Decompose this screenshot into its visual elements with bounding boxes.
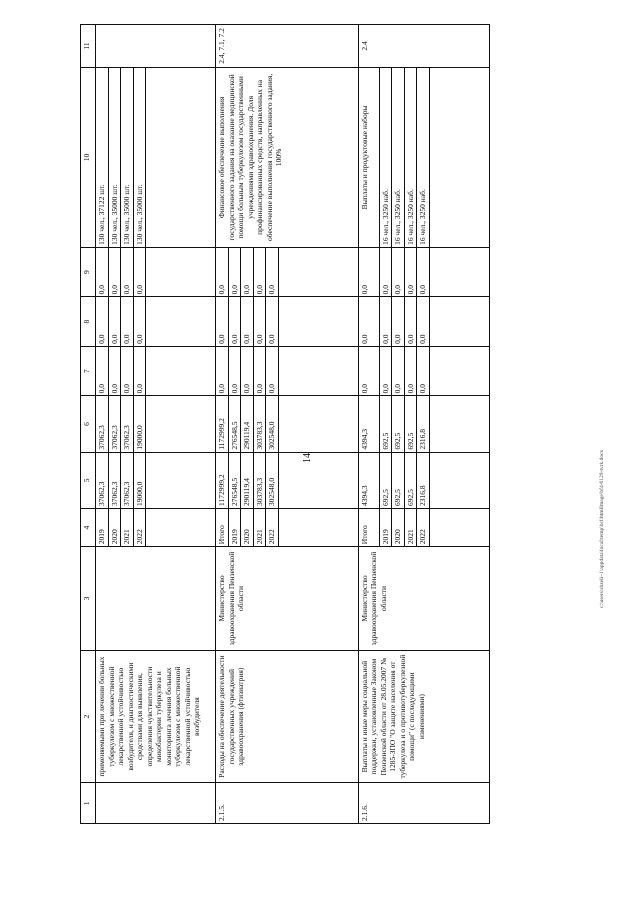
year-cell: 2021 (253, 508, 266, 546)
col-header: 10 (81, 67, 96, 247)
value-cell: 37062,3 (108, 396, 121, 452)
value-cell: 0,0 (241, 247, 254, 297)
empty-cell (146, 508, 216, 546)
value-cell: 290119,4 (241, 452, 254, 508)
value-cell: 0,0 (228, 247, 241, 297)
value-cell: 4394,3 (358, 452, 379, 508)
page-number: 14 (302, 453, 313, 463)
table-row (216, 25, 229, 824)
item-executor: Министерство здравоохранения Пензенской области (216, 547, 359, 651)
value-cell: 0,0 (253, 297, 266, 347)
value-cell: 0,0 (121, 247, 134, 297)
value-cell: 0,0 (96, 247, 109, 297)
col-header: 2 (81, 650, 96, 783)
indicator-cell: 16 чел., 3250 наб. (379, 67, 392, 247)
empty-cell (278, 396, 358, 452)
col-header: 9 (81, 247, 96, 297)
item-executor (96, 547, 216, 651)
empty-cell (146, 297, 216, 347)
value-cell: 692,5 (404, 396, 417, 452)
footer-file-path: c:\users\sbzeli~1\appdata\local\temp\bcl\htmlImage\bf4-6129-tvrk.docx (599, 449, 605, 608)
value-cell: 0,0 (266, 346, 279, 396)
value-cell: 302548,0 (266, 396, 279, 452)
table-wrapper (80, 24, 620, 824)
item-name: применяемыми при лечении больных туберкулезом с множественной лекарственной устойчивостью возбудителя, и диагностическими средствами для выявления, определения чувствительности микобактерии туберкулеза и мониторинга лечения больных туберкулезом с множественной лекарственной устойчивостью возбудителя (96, 650, 216, 783)
item-number: 2.1.6. (358, 783, 489, 824)
empty-cell (278, 346, 358, 396)
value-cell: 0,0 (392, 247, 405, 297)
empty-cell (146, 67, 216, 247)
value-cell: 0,0 (108, 247, 121, 297)
value-cell: 692,5 (392, 452, 405, 508)
value-cell: 0,0 (121, 297, 134, 347)
year-cell: 2019 (96, 508, 109, 546)
column-number-row (81, 25, 96, 824)
value-cell: 0,0 (417, 297, 430, 347)
value-cell: 37062,3 (108, 452, 121, 508)
value-cell: 303783,3 (253, 452, 266, 508)
empty-cell (146, 452, 216, 508)
empty-cell (278, 247, 358, 297)
value-cell: 0,0 (108, 346, 121, 396)
year-cell: 2021 (404, 508, 417, 546)
value-cell: 19000,0 (133, 396, 146, 452)
value-cell: 0,0 (228, 346, 241, 396)
item-number: 2.1.5. (216, 783, 359, 824)
value-cell: 0,0 (358, 297, 379, 347)
col-header: 11 (81, 25, 96, 68)
value-cell: 4394,3 (358, 396, 379, 452)
value-cell: 276548,5 (228, 396, 241, 452)
value-cell: 0,0 (241, 297, 254, 347)
links-cell: 2.4 (358, 25, 489, 68)
indicator-cell: 130 чел., 35000 шт. (133, 67, 146, 247)
year-cell: 2020 (108, 508, 121, 546)
empty-cell (429, 346, 489, 396)
value-cell: 0,0 (404, 247, 417, 297)
col-header: 8 (81, 297, 96, 347)
year-cell: 2020 (241, 508, 254, 546)
empty-cell (146, 396, 216, 452)
value-cell: 0,0 (358, 247, 379, 297)
empty-cell (429, 396, 489, 452)
value-cell: 0,0 (121, 346, 134, 396)
col-header: 3 (81, 547, 96, 651)
item-number (96, 783, 216, 824)
indicator-cell: 130 чел., 35000 шт. (108, 67, 121, 247)
value-cell: 37062,3 (121, 452, 134, 508)
value-cell: 2316,8 (417, 396, 430, 452)
value-cell: 0,0 (404, 297, 417, 347)
col-header: 5 (81, 452, 96, 508)
year-cell: 2022 (417, 508, 430, 546)
col-header: 6 (81, 396, 96, 452)
indicator-cell: 130 чел., 35000 шт. (121, 67, 134, 247)
value-cell: 37062,3 (96, 452, 109, 508)
value-cell: 0,0 (392, 297, 405, 347)
value-cell: 0,0 (266, 297, 279, 347)
empty-cell (146, 247, 216, 297)
empty-cell (429, 67, 489, 247)
links-cell: 2.4, 7.1, 7.2 (216, 25, 359, 68)
value-cell: 290119,4 (241, 396, 254, 452)
empty-cell (278, 508, 358, 546)
value-cell: 0,0 (253, 247, 266, 297)
links-cell (96, 25, 216, 68)
value-cell: 692,5 (392, 396, 405, 452)
value-cell: 0,0 (216, 247, 229, 297)
item-name: Выплаты и иные меры социальной поддержки, установленные Законом Пензенской области от 28.05.2007 № 1285-ЗПО "О защите населения от туберкулеза и о противотуберкулезной помощи" (с последующими изменениями) (358, 650, 489, 783)
value-cell: 0,0 (133, 297, 146, 347)
table-row (96, 25, 109, 824)
value-cell: 692,5 (379, 396, 392, 452)
year-cell: 2021 (121, 508, 134, 546)
program-table (80, 24, 490, 824)
indicator-cell: 16 чел., 3250 наб. (392, 67, 405, 247)
value-cell: 19000,0 (133, 452, 146, 508)
empty-cell (429, 247, 489, 297)
year-cell: 2022 (133, 508, 146, 546)
value-cell: 303783,3 (253, 396, 266, 452)
year-cell: Итого (358, 508, 379, 546)
value-cell: 0,0 (417, 247, 430, 297)
value-cell: 0,0 (417, 346, 430, 396)
value-cell: 0,0 (96, 297, 109, 347)
value-cell: 37062,3 (121, 396, 134, 452)
indicator-cell: 130 чел., 37122 шт. (96, 67, 109, 247)
value-cell: 1172999,2 (216, 396, 229, 452)
value-cell: 302548,0 (266, 452, 279, 508)
value-cell: 0,0 (216, 346, 229, 396)
item-executor: Министерство здравоохранения Пензенской области (358, 547, 489, 651)
value-cell: 0,0 (96, 346, 109, 396)
year-cell: 2019 (379, 508, 392, 546)
value-cell: 276548,5 (228, 452, 241, 508)
indicator-cell: 16 чел., 3250 наб. (417, 67, 430, 247)
empty-cell (429, 452, 489, 508)
empty-cell (278, 452, 358, 508)
col-header: 4 (81, 508, 96, 546)
empty-cell (278, 297, 358, 347)
value-cell: 0,0 (379, 297, 392, 347)
empty-cell (429, 508, 489, 546)
item-name: Расходы на обеспечение деятельности государственных учреждений здравоохранения (фтизиатрия) (216, 650, 359, 783)
value-cell: 0,0 (216, 297, 229, 347)
table-row (358, 25, 379, 824)
value-cell: 1172999,2 (216, 452, 229, 508)
col-header: 7 (81, 346, 96, 396)
value-cell: 37062,3 (96, 396, 109, 452)
value-cell: 0,0 (133, 346, 146, 396)
empty-cell (429, 297, 489, 347)
year-cell: 2019 (228, 508, 241, 546)
value-cell: 0,0 (108, 297, 121, 347)
year-cell: Итого (216, 508, 229, 546)
col-header: 1 (81, 783, 96, 824)
indicator-cell: Финансовое обеспечение выполнения государственного задания на оказание медицинской помощи больным туберкулезом государственными учреждениями здравоохранения. Доля профинансированных средств, направленных на обеспечение выполнения государственного задания, 100% (216, 67, 359, 247)
value-cell: 0,0 (133, 247, 146, 297)
value-cell: 0,0 (379, 247, 392, 297)
value-cell: 2316,8 (417, 452, 430, 508)
value-cell: 0,0 (241, 346, 254, 396)
year-cell: 2020 (392, 508, 405, 546)
value-cell: 692,5 (404, 452, 417, 508)
indicator-cell: 16 чел., 3250 наб. (404, 67, 417, 247)
value-cell: 0,0 (228, 297, 241, 347)
value-cell: 0,0 (379, 346, 392, 396)
value-cell: 0,0 (404, 346, 417, 396)
value-cell: 692,5 (379, 452, 392, 508)
year-cell: 2022 (266, 508, 279, 546)
value-cell: 0,0 (253, 346, 266, 396)
value-cell: 0,0 (358, 346, 379, 396)
empty-cell (146, 346, 216, 396)
indicator-cell: Выплаты и продуктовые наборы (358, 67, 379, 247)
value-cell: 0,0 (392, 346, 405, 396)
value-cell: 0,0 (266, 247, 279, 297)
